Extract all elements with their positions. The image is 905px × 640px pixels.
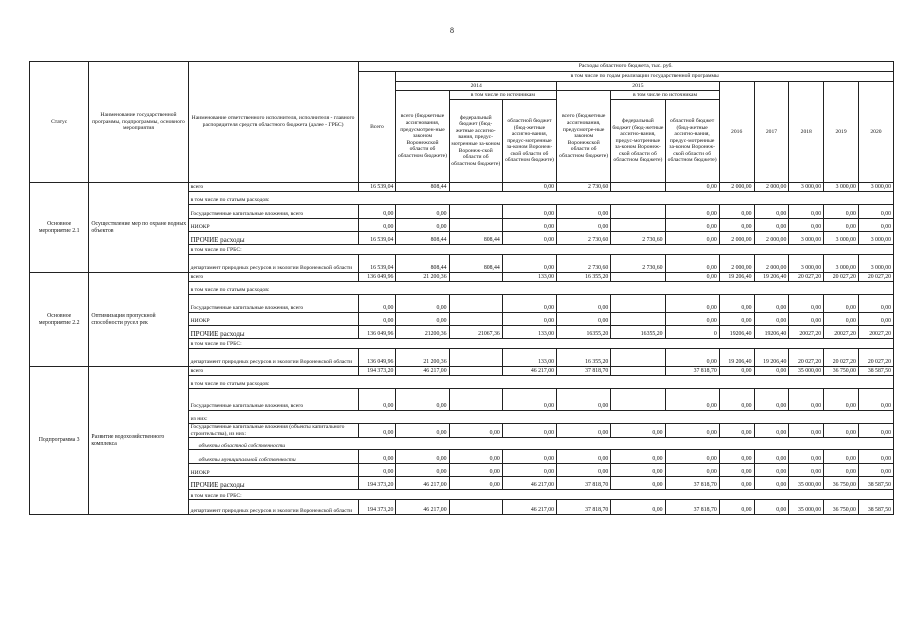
value-cell: 19 206,40 (754, 349, 789, 367)
value-cell: 0,00 (824, 389, 859, 411)
value-cell: 0,00 (754, 450, 789, 464)
value-cell: 2 730,60 (611, 232, 665, 245)
value-cell: 0,00 (396, 424, 449, 438)
header-2014-by-sources: в том числе по источникам (449, 91, 556, 100)
value-cell: 2 000,00 (719, 232, 754, 245)
value-cell: 0,00 (358, 389, 396, 411)
value-cell: 0,00 (719, 450, 754, 464)
header-2020: 2020 (858, 82, 893, 183)
value-cell: 0,00 (449, 424, 502, 438)
value-cell: 19 206,40 (754, 273, 789, 282)
value-cell: 37 818,70 (665, 500, 719, 515)
row-label: в том числе по ГРБС: (188, 339, 893, 349)
value-cell: 0,00 (502, 313, 556, 326)
row-label: в том числе по статьям расходов: (188, 282, 893, 295)
row-label: ПРОЧИЕ расходы (188, 232, 358, 245)
header-2014-regional: областной бюджет (бюд-жетные ассигно-вания, предус-мотренные за-коном Воронеж-ской области об областном бюджете) (502, 100, 556, 183)
value-cell: 37 818,70 (665, 477, 719, 490)
value-cell: 16 539,04 (358, 255, 396, 273)
row-label: Государственные капитальные вложения, всего (188, 389, 358, 411)
value-cell: 808,44 (396, 232, 449, 245)
value-cell: 0,00 (502, 219, 556, 232)
value-cell: 133,00 (502, 349, 556, 367)
value-cell: 0,00 (665, 183, 719, 192)
value-cell: 0 (665, 326, 719, 339)
value-cell: 3 000,00 (824, 183, 859, 192)
value-cell (449, 219, 502, 232)
table-body (30, 183, 894, 515)
value-cell: 20 027,20 (858, 273, 893, 282)
row-label: в том числе по статьям расходов: (188, 192, 893, 205)
row-label: департамент природных ресурсов и экологии Воронежской области (188, 255, 358, 273)
value-cell: 0,00 (665, 313, 719, 326)
value-cell: 0,00 (665, 205, 719, 219)
value-cell: 0,00 (858, 219, 893, 232)
value-cell: 0,00 (665, 219, 719, 232)
value-cell: 20027,20 (858, 326, 893, 339)
value-cell: 2 000,00 (719, 183, 754, 192)
value-cell: 0,00 (789, 313, 824, 326)
value-cell: 0,00 (611, 424, 665, 438)
row-label: в том числе по ГРБС: (188, 245, 893, 255)
row-label: объекты областной собственности (188, 438, 893, 450)
value-cell: 19 206,40 (719, 349, 754, 367)
value-cell: 0,00 (858, 313, 893, 326)
value-cell: 0,00 (396, 313, 449, 326)
header-2015-by-sources: в том числе по источникам (611, 91, 719, 100)
value-cell: 38 587,50 (858, 477, 893, 490)
value-cell: 0,00 (789, 450, 824, 464)
value-cell: 36 750,00 (824, 500, 859, 515)
value-cell (449, 183, 502, 192)
value-cell: 3 000,00 (789, 255, 824, 273)
value-cell: 0,00 (858, 464, 893, 477)
value-cell (449, 349, 502, 367)
value-cell: 0,00 (754, 424, 789, 438)
value-cell: 36 750,00 (824, 367, 859, 376)
value-cell: 0,00 (719, 367, 754, 376)
value-cell: 0,00 (719, 500, 754, 515)
value-cell: 0,00 (824, 424, 859, 438)
value-cell: 0,00 (557, 389, 611, 411)
header-2017: 2017 (754, 82, 789, 183)
value-cell: 0,00 (449, 450, 502, 464)
value-cell: 0,00 (358, 424, 396, 438)
value-cell: 0,00 (665, 450, 719, 464)
value-cell (449, 389, 502, 411)
value-cell: 0,00 (665, 389, 719, 411)
value-cell: 0,00 (557, 219, 611, 232)
value-cell: 16 355,20 (557, 349, 611, 367)
header-2018: 2018 (789, 82, 824, 183)
value-cell: 0,00 (719, 477, 754, 490)
row-label: НИОКР (188, 219, 358, 232)
value-cell: 0,00 (754, 367, 789, 376)
value-cell: 38 587,50 (858, 500, 893, 515)
value-cell: 3 000,00 (858, 183, 893, 192)
value-cell: 2 730,60 (557, 255, 611, 273)
value-cell: 0,00 (502, 450, 556, 464)
value-cell: 0,00 (358, 219, 396, 232)
value-cell: 19206,40 (754, 326, 789, 339)
value-cell: 35 000,00 (789, 477, 824, 490)
value-cell (449, 205, 502, 219)
value-cell: 46 217,00 (396, 477, 449, 490)
value-cell: 0,00 (611, 450, 665, 464)
value-cell: 0,00 (824, 450, 859, 464)
row-label: всего (188, 273, 358, 282)
value-cell (449, 295, 502, 313)
header-2014-total: всего (бюджетные ассигнования, предусмотрен-ные законом Воронежской области об областном бюджете) (396, 91, 449, 183)
value-cell: 0,00 (557, 313, 611, 326)
value-cell: 19206,40 (719, 326, 754, 339)
value-cell: 194 373,20 (358, 477, 396, 490)
value-cell: 0,00 (396, 464, 449, 477)
value-cell: 0,00 (665, 232, 719, 245)
value-cell: 0,00 (789, 389, 824, 411)
value-cell: 0,00 (557, 295, 611, 313)
header-program-name: Наименование государственной программы, подпрограммы, основного мероприятия (89, 62, 188, 183)
header-status: Статус (30, 62, 89, 183)
value-cell: 3 000,00 (824, 232, 859, 245)
value-cell: 0,00 (665, 295, 719, 313)
table-row (30, 273, 894, 282)
value-cell: 16355,20 (611, 326, 665, 339)
value-cell: 133,00 (502, 326, 556, 339)
value-cell: 20 027,20 (824, 349, 859, 367)
value-cell: 2 730,60 (557, 183, 611, 192)
value-cell: 0,00 (611, 500, 665, 515)
value-cell: 0,00 (665, 424, 719, 438)
value-cell: 0,00 (358, 295, 396, 313)
value-cell (611, 273, 665, 282)
value-cell (611, 295, 665, 313)
value-cell: 21200,36 (396, 326, 449, 339)
value-cell: 0,00 (502, 232, 556, 245)
value-cell: 0,00 (611, 477, 665, 490)
row-label: всего (188, 183, 358, 192)
header-total: Всего (358, 72, 396, 183)
table-row (30, 183, 894, 192)
value-cell: 0,00 (502, 295, 556, 313)
value-cell: 20027,20 (824, 326, 859, 339)
value-cell: 0,00 (789, 424, 824, 438)
value-cell: 0,00 (611, 464, 665, 477)
value-cell (449, 500, 502, 515)
value-cell: 0,00 (719, 295, 754, 313)
value-cell: 20 027,20 (789, 349, 824, 367)
value-cell (611, 205, 665, 219)
row-label: из них: (188, 411, 893, 424)
value-cell (449, 367, 502, 376)
value-cell: 808,44 (449, 232, 502, 245)
value-cell (611, 183, 665, 192)
value-cell: 0,00 (502, 255, 556, 273)
value-cell: 16 539,04 (358, 232, 396, 245)
value-cell: 0,00 (858, 295, 893, 313)
value-cell: 0,00 (754, 295, 789, 313)
status-cell: Подпрограмма 3 (30, 367, 89, 515)
value-cell: 808,44 (396, 255, 449, 273)
value-cell: 0,00 (557, 450, 611, 464)
row-label: НИОКР (188, 313, 358, 326)
value-cell: 0,00 (754, 313, 789, 326)
value-cell: 0,00 (719, 219, 754, 232)
status-cell: Основное мероприятие 2.1 (30, 183, 89, 273)
value-cell: 0,00 (665, 255, 719, 273)
value-cell: 20 027,20 (858, 349, 893, 367)
value-cell: 0,00 (449, 477, 502, 490)
budget-table (29, 61, 894, 515)
row-label: ПРОЧИЕ расходы (188, 477, 358, 490)
value-cell: 0,00 (754, 219, 789, 232)
value-cell: 0,00 (754, 477, 789, 490)
status-cell: Основное мероприятие 2.2 (30, 273, 89, 367)
value-cell: 38 587,50 (858, 367, 893, 376)
value-cell: 0,00 (789, 205, 824, 219)
value-cell: 0,00 (858, 450, 893, 464)
value-cell: 16 539,04 (358, 183, 396, 192)
value-cell: 0,00 (858, 205, 893, 219)
value-cell: 20 027,20 (789, 273, 824, 282)
value-cell: 0,00 (665, 273, 719, 282)
value-cell: 0,00 (789, 464, 824, 477)
value-cell (611, 389, 665, 411)
value-cell: 0,00 (824, 295, 859, 313)
value-cell: 0,00 (396, 205, 449, 219)
value-cell: 0,00 (824, 313, 859, 326)
value-cell: 0,00 (557, 424, 611, 438)
value-cell: 3 000,00 (824, 255, 859, 273)
value-cell: 0,00 (358, 205, 396, 219)
value-cell: 0,00 (824, 464, 859, 477)
value-cell: 35 000,00 (789, 367, 824, 376)
value-cell: 0,00 (754, 500, 789, 515)
value-cell: 0,00 (502, 183, 556, 192)
value-cell: 46 217,00 (502, 500, 556, 515)
header-by-years: в том числе по годам реализации государственной программы (396, 72, 894, 82)
value-cell (611, 367, 665, 376)
row-label: ПРОЧИЕ расходы (188, 326, 358, 339)
value-cell: 46 217,00 (396, 500, 449, 515)
value-cell: 46 217,00 (502, 367, 556, 376)
value-cell: 21 200,36 (396, 273, 449, 282)
row-label: в том числе по ГРБС: (188, 490, 893, 500)
value-cell: 2 730,60 (611, 255, 665, 273)
value-cell: 21 200,36 (396, 349, 449, 367)
value-cell: 3 000,00 (789, 183, 824, 192)
value-cell: 0,00 (358, 464, 396, 477)
value-cell: 0,00 (719, 313, 754, 326)
value-cell (611, 219, 665, 232)
value-cell: 0,00 (824, 219, 859, 232)
value-cell: 0,00 (396, 219, 449, 232)
row-label: департамент природных ресурсов и экологии Воронежской области (188, 349, 358, 367)
value-cell: 46 217,00 (502, 477, 556, 490)
value-cell: 0,00 (719, 205, 754, 219)
value-cell: 2 000,00 (754, 255, 789, 273)
value-cell: 2 000,00 (719, 255, 754, 273)
program-name-cell: Оптимизация пропускной способности русел рек (89, 273, 188, 367)
value-cell: 0,00 (396, 295, 449, 313)
value-cell: 0,00 (789, 219, 824, 232)
header-2015-federal: федеральный бюджет (бюд-жетные ассигно-вания, предус-мотренные за-коном Воронеж-ской области об областном бюджете) (611, 100, 665, 183)
table-header (30, 62, 894, 183)
value-cell: 0,00 (396, 450, 449, 464)
value-cell: 3 000,00 (858, 255, 893, 273)
value-cell: 37 818,70 (557, 477, 611, 490)
value-cell: 0,00 (396, 389, 449, 411)
value-cell: 2 730,60 (557, 232, 611, 245)
value-cell: 808,44 (449, 255, 502, 273)
row-label: объекты муниципальной собственности (188, 450, 358, 464)
value-cell: 136 049,96 (358, 273, 396, 282)
value-cell (449, 273, 502, 282)
value-cell: 0,00 (789, 295, 824, 313)
value-cell: 0,00 (557, 205, 611, 219)
header-budget-title: Расходы областного бюджета, тыс. руб. (358, 62, 893, 72)
value-cell: 19 206,40 (719, 273, 754, 282)
value-cell: 16355,20 (557, 326, 611, 339)
header-2015-regional: областной бюджет (бюд-жетные ассигно-вания, предус-мотренные за-коном Воронеж-ской области об областном бюджете) (665, 100, 719, 183)
value-cell: 0,00 (449, 464, 502, 477)
value-cell: 0,00 (858, 389, 893, 411)
value-cell: 36 750,00 (824, 477, 859, 490)
value-cell: 20027,20 (789, 326, 824, 339)
value-cell: 0,00 (719, 464, 754, 477)
row-label: Государственные капитальные вложения, всего (188, 295, 358, 313)
value-cell: 0,00 (665, 464, 719, 477)
value-cell (449, 313, 502, 326)
value-cell: 0,00 (502, 424, 556, 438)
row-label: Государственные капитальные вложения, всего (188, 205, 358, 219)
value-cell: 16 355,20 (557, 273, 611, 282)
value-cell: 0,00 (358, 450, 396, 464)
value-cell: 0,00 (665, 349, 719, 367)
value-cell: 37 818,70 (665, 367, 719, 376)
value-cell: 0,00 (824, 205, 859, 219)
value-cell: 0,00 (502, 464, 556, 477)
value-cell: 133,00 (502, 273, 556, 282)
value-cell: 194 373,20 (358, 367, 396, 376)
value-cell: 0,00 (754, 464, 789, 477)
row-label: в том числе по статьям расходов: (188, 376, 893, 389)
value-cell (611, 349, 665, 367)
row-label: всего (188, 367, 358, 376)
row-label: Государственные капитальные вложения (объекты капитального строительства), из них: (188, 424, 358, 438)
value-cell: 35 000,00 (789, 500, 824, 515)
value-cell: 37 818,70 (557, 500, 611, 515)
program-name-cell: Развитие водохозяйственного комплекса (89, 367, 188, 515)
value-cell: 0,00 (858, 424, 893, 438)
value-cell: 136 049,96 (358, 326, 396, 339)
value-cell: 2 000,00 (754, 232, 789, 245)
header-2015-total: всего (бюджетные ассигнования, предусмотре-ные законом Воронежской области об областном бюджете) (557, 91, 611, 183)
row-label: НИОКР (188, 464, 358, 477)
header-2016: 2016 (719, 82, 754, 183)
value-cell: 46 217,00 (396, 367, 449, 376)
value-cell: 136 049,96 (358, 349, 396, 367)
value-cell: 0,00 (754, 205, 789, 219)
value-cell: 0,00 (502, 205, 556, 219)
header-year-2014: 2014 (396, 82, 557, 91)
value-cell: 3 000,00 (858, 232, 893, 245)
value-cell: 2 000,00 (754, 183, 789, 192)
value-cell: 0,00 (754, 389, 789, 411)
value-cell: 0,00 (719, 424, 754, 438)
value-cell: 0,00 (358, 313, 396, 326)
value-cell: 0,00 (557, 464, 611, 477)
table-row (30, 367, 894, 376)
value-cell: 194 373,20 (358, 500, 396, 515)
header-2019: 2019 (824, 82, 859, 183)
header-executor: Наименование ответственного исполнителя, исполнителя - главного распорядителя средств областного бюджета (далее - ГРБС) (188, 62, 358, 183)
program-name-cell: Осуществление мер по охране водных объектов (89, 183, 188, 273)
header-year-2015: 2015 (557, 82, 720, 91)
header-2014-federal: федеральный бюджет (бюд-жетные ассигно-вания, предус-мотренные за-коном Воронеж-ской области об областном бюджете) (449, 100, 502, 183)
value-cell: 21067,36 (449, 326, 502, 339)
value-cell: 0,00 (502, 389, 556, 411)
value-cell: 3 000,00 (789, 232, 824, 245)
value-cell: 808,44 (396, 183, 449, 192)
value-cell: 0,00 (719, 389, 754, 411)
value-cell (611, 313, 665, 326)
value-cell: 20 027,20 (824, 273, 859, 282)
value-cell: 37 818,70 (557, 367, 611, 376)
row-label: департамент природных ресурсов и экологии Воронежской области (188, 500, 358, 515)
page-number: 8 (450, 26, 454, 35)
